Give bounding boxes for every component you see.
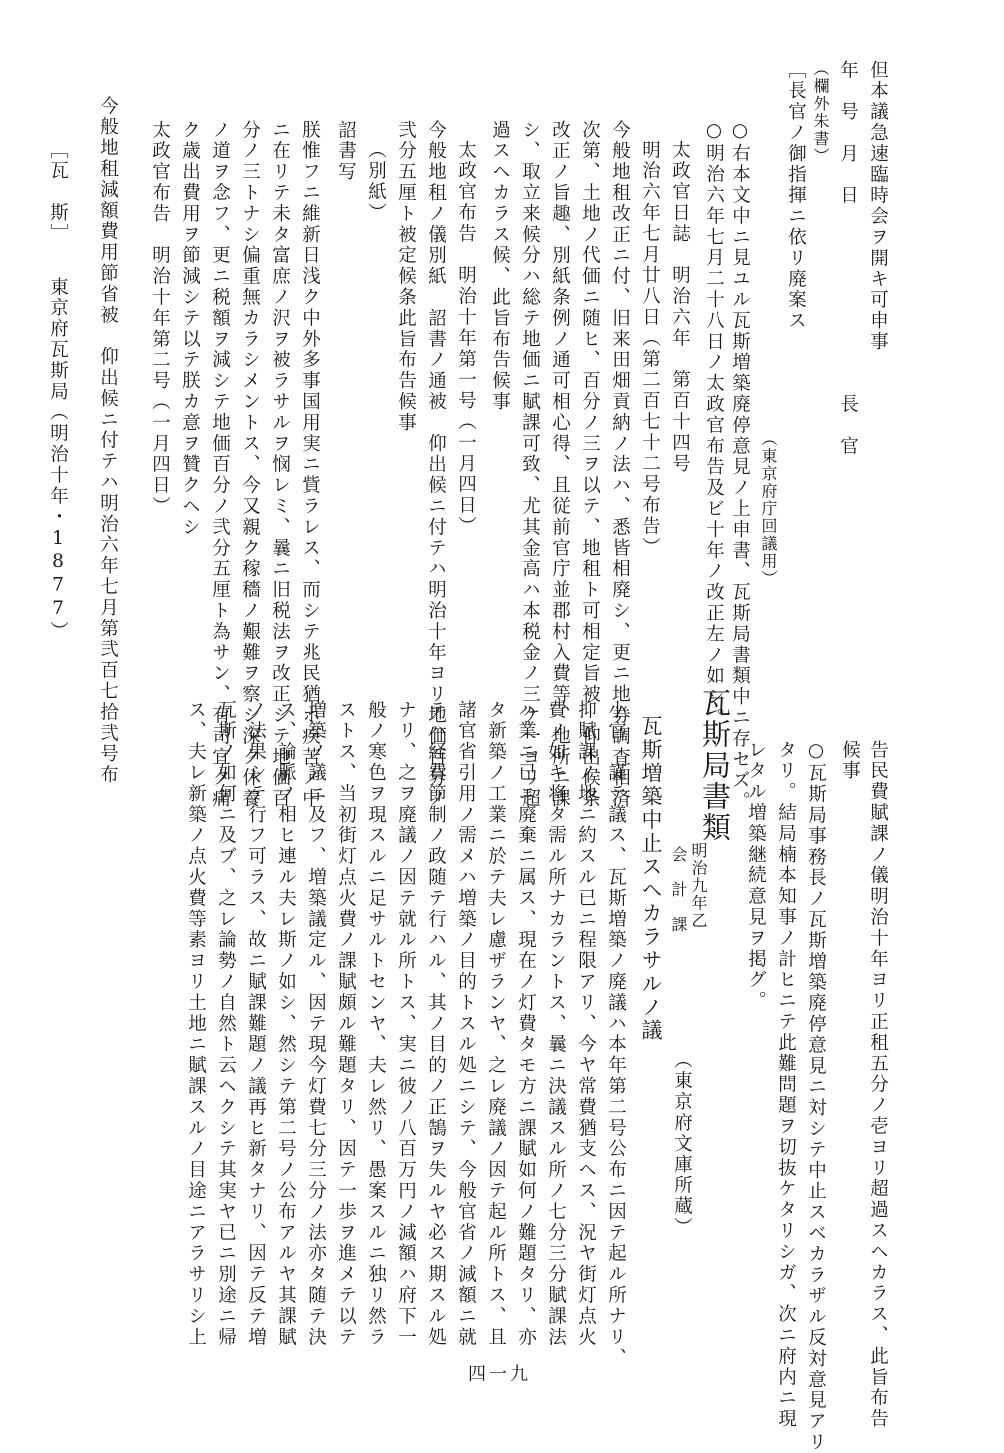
text-column: ニ在リテ未タ富庶ノ沢ヲ被ラサルヲ悯レミ、曩ニ旧税法ヲ改正シテ地価百 [269,120,291,810]
text-column: 候事 [839,740,861,782]
text-column: ス、論脈ノ相ヒ連ル夫レ斯ノ如シ、然シテ第二号ノ公布アルヤ其課賦 [275,700,297,1348]
document-department: 会 計 課 [669,846,688,934]
text-column: 瓦斯ノ如何ニ及ブ、之レ論勢ノ自然ト云ヘクシテ其実ヤ已ニ別途ニ帰 [215,700,237,1348]
source-note: （東京府庁回議用） [759,430,778,588]
text-column: 過スヘカラス候、此旨布告候事 [489,120,511,413]
text-column: 告民費賦課ノ儀明治十年ヨリ正租五分ノ壱ヨリ超過スヘカラス、此旨布告 [867,740,889,1430]
text-column: 次第、土地ノ代価ニ随ヒ、百分ノ三ヲ以テ、地租ト可相定旨被 仰出候条 [579,120,601,810]
text-column: ○明治六年七月二十八日ノ太政官布告及ビ十年ノ改正左ノ如シ。 [703,120,725,729]
text-column: 今般地租改正ニ付、旧来田畑貢納ノ法ハ、悉皆相廃シ、更ニ地券調査相済 [609,120,631,810]
text-column: ○右本文中ニ見ユル瓦斯増築廃停意見ノ上申書、瓦斯局書類中ニ存セズ。 [729,120,751,813]
text-column: ハ業ニ已ニ廃棄ニ属ス、現在ノ灯費タモ方ニ課賦如何ノ難題タリ、亦 [515,700,537,1348]
text-column: ナリ、之ヲ廃議ノ因テ就ル所トス、実ニ彼ノ八百万円ノ減額ハ府下一 [395,700,417,1348]
margin-note-label: （欄外朱書） [811,60,830,165]
text-column: タ新築ノ工業ニ於テ夫レ慮ザランヤ、之レ廃議ノ因テ起ル所トス、且 [485,700,507,1348]
text-column: 諸官省引用ノ需メハ増築ノ目的トスル処ニシテ、今般官省ノ減額ニ就 [455,700,477,1348]
text-column: 小官 謹テ議ス、瓦斯増築ノ廃議ハ本年第二号公布ニ因テ起ル所ナリ、 [605,700,627,1369]
text-column: 分ノ三トナシ偏重無カラシメントス、今又親ク稼穡ノ艱難ヲ察シ深ク休養 [239,120,261,810]
text-column: 今般地租ノ儀別紙 詔書ノ通被 仰出候ニ付テハ明治十年ヨリ地価百分ノ [425,120,447,810]
text-column: ク歳出費用ヲ節減シテ以テ朕カ意ヲ贊クヘシ [179,120,201,538]
text-column: シ、取立来候分ハ総テ地価ニ賦課可致、尤其金高ハ本税金ノ三ケ一ヨリ超 [519,120,541,810]
text-column: （別紙） [365,140,387,224]
margin-note: ［長官ノ御指揮ニ依リ廃案ス [785,60,807,332]
text-column: ノ法果シテ行フ可ラス、故ニ賦課難題ノ議再ヒ新タナリ、因テ反テ増 [245,700,267,1348]
text-column: 明治六年七月廿八日（第二百七十二号布告） [639,140,661,558]
text-column: ノ道ヲ念フ、更ニ税額ヲ減シテ地価百分ノ弐分五厘ト為サン、有司宜ク痛 [209,120,231,810]
text-column: 朕惟フニ維新日浅ク中外多事国用実ニ貲ラレス、而シテ兆民猶ホ疾苦ノ中 [299,120,321,810]
text-column: レタル増築継続意見ヲ掲グ。 [745,740,767,1012]
document-subtitle: 瓦斯増築中止スヘカラサルノ議 [639,715,663,1043]
text-column: ○瓦斯局事務長ノ瓦斯増築廃停意見ニ対シテ中止スベカラザル反対意見アリ [805,740,827,1453]
text-column: 但本議急速臨時会ヲ開キ可申事 [867,60,889,353]
document-date: 明治九年乙 [689,842,708,930]
text-column: 今般地租減額費用節省被 仰出候ニ付テハ明治六年七月第弐百七拾弐号布 [97,96,119,786]
running-footer: ［瓦 斯］ 東京府瓦斯局（明治十年・1877） [47,140,69,643]
text-column: 詔書写 [335,120,357,183]
text-column: 弐分五厘ト被定候条此旨布告候事 [395,120,417,434]
text-column: 年 号 月 日 長 官 [837,60,859,458]
text-column: 太政官布告 明治十年第一号（一月四日） [455,140,477,538]
page-number: 四一九 [468,1364,531,1385]
text-column: 太政官布告 明治十年第二号（一月四日） [149,120,171,518]
text-column: ス、夫レ新築ノ点火費等素ヨリ土地ニ賦課スルノ目途ニアラサリシ上 [185,700,207,1348]
text-column: テハ経費節制ノ政随テ行ハル、其ノ目的ノ正鵠ヲ失ルヤ必ス期スル処 [425,700,447,1348]
text-column: タリ。結局楠本知事ノ計ヒニテ此難問題ヲ切抜ケタリシガ、次ニ府内ニ現 [775,740,797,1430]
text-column: 抑賦課ノ地ニ約スル已ニ程限アリ、今ヤ常費猶支ヘス、況ヤ街灯点火 [575,700,597,1348]
source-note: （東京府文庫所蔵） [671,1050,693,1239]
text-column: ストス、当初街灯点火費ノ課賦頗ル難題タリ、因テ一歩ヲ進メテ以テ [335,700,357,1348]
text-column: 太政官日誌 明治六年 第百十四号 [669,140,691,475]
text-column: 費ノ如キ将タ需ル所ナカラントス、曩ニ決議スル所ノ七分三分賦課法 [545,700,567,1348]
text-column: 増築ノ議ニ及フ、増築議定ル、因テ現今灯費七分三分ノ法亦タ随テ決 [305,700,327,1348]
text-column: 般ノ寒色ヲ現スルニ足サルトセンヤ、夫レ然リ、愚案スルニ独リ然ラ [365,700,387,1348]
document-title: 瓦斯局書類 [698,688,732,843]
text-column: 改正ノ旨趣、別紙条例ノ通可相心得、且従前官庁並郡村入費等、地所ニ課 [549,120,571,810]
